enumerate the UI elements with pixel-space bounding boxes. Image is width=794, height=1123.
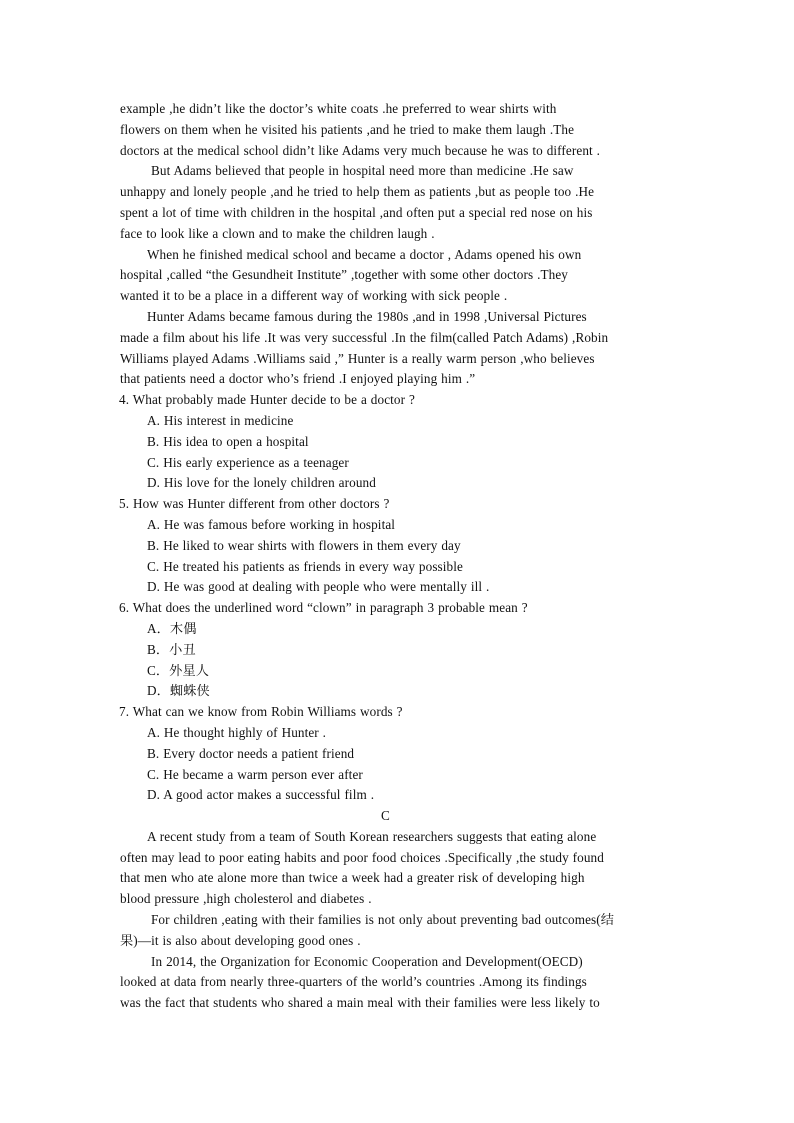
answer-option: D．蜘蛛侠 xyxy=(147,683,210,699)
answer-option: B. Every doctor needs a patient friend xyxy=(147,745,355,761)
passage-b-paragraph-3 xyxy=(120,245,665,307)
text-line: But Adams believed that people in hospital need more than medicine .He saw xyxy=(151,163,574,179)
passage-b-paragraph-4 xyxy=(120,307,665,390)
question-stem: 5. How was Hunter different from other doctors ? xyxy=(119,496,390,512)
answer-option: A. He was famous before working in hospital xyxy=(147,516,396,532)
question-stem: 4. What probably made Hunter decide to be a doctor ? xyxy=(119,392,415,408)
text-line: often may lead to poor eating habits and poor food choices .Specifically ,the study found xyxy=(120,849,604,865)
answer-option: C. He treated his patients as friends in every way possible xyxy=(147,558,463,574)
text-line: looked at data from nearly three-quarters of the world’s countries .Among its findings xyxy=(120,974,587,990)
text-line: that patients need a doctor who’s friend .I enjoyed playing him .” xyxy=(120,371,476,387)
text-line: face to look like a clown and to make the children laugh . xyxy=(120,225,435,241)
text-line: example ,he didn’t like the doctor’s white coats .he preferred to wear shirts with xyxy=(120,101,557,116)
question-stem: 7. What can we know from Robin Williams words ? xyxy=(119,704,403,720)
answer-option: C. His early experience as a teenager xyxy=(147,454,349,470)
question-6 xyxy=(120,598,665,702)
passage-c-paragraph-3 xyxy=(120,952,665,1014)
question-7 xyxy=(120,702,665,806)
text-line: blood pressure ,high cholesterol and diabetes . xyxy=(120,891,372,907)
text-line: 果)—it is also about developing good ones . xyxy=(120,932,361,948)
text-line: For children ,eating with their families is not only about preventing bad outcomes(结 xyxy=(151,912,615,928)
text-line: Williams played Adams .Williams said ,” Hunter is a really warm person ,who believes xyxy=(120,350,595,366)
text-line: spent a lot of time with children in the hospital ,and often put a special red nose on his xyxy=(120,204,593,220)
text-line: In 2014, the Organization for Economic Cooperation and Development(OECD) xyxy=(151,953,583,969)
answer-option: B．小丑 xyxy=(147,641,196,657)
text-line: unhappy and lonely people ,and he tried to help them as patients ,but as people too .He xyxy=(120,184,595,200)
passage-c-paragraph-2 xyxy=(120,910,665,952)
answer-option: D. A good actor makes a successful film . xyxy=(147,787,375,803)
text-line: hospital ,called “the Gesundheit Institute” ,together with some other doctors .They xyxy=(120,267,569,283)
passage-b-paragraph-2 xyxy=(120,161,665,244)
text-line: was the fact that students who shared a main meal with their families were less likely to xyxy=(120,995,600,1011)
answer-option: A. He thought highly of Hunter . xyxy=(147,724,327,740)
answer-option: B. He liked to wear shirts with flowers in them every day xyxy=(147,537,461,553)
answer-option: B. His idea to open a hospital xyxy=(147,433,309,449)
text-line: flowers on them when he visited his patients ,and he tried to make them laugh .The xyxy=(120,121,575,137)
text-line: A recent study from a team of South Korean researchers suggests that eating alone xyxy=(147,828,597,844)
text-line: Hunter Adams became famous during the 1980s ,and in 1998 ,Universal Pictures xyxy=(147,308,587,324)
answer-option: D. He was good at dealing with people who were mentally ill . xyxy=(147,579,490,595)
passage-b-paragraph-1 xyxy=(120,99,665,161)
text-line: that men who ate alone more than twice a week had a greater risk of developing high xyxy=(120,870,585,886)
text-line: When he finished medical school and became a doctor , Adams opened his own xyxy=(147,246,582,262)
question-4 xyxy=(120,390,665,494)
answer-option: D. His love for the lonely children around xyxy=(147,475,376,491)
passage-c-paragraph-1 xyxy=(120,827,665,910)
document-page xyxy=(120,99,665,1014)
question-stem: 6. What does the underlined word “clown” in paragraph 3 probable mean ? xyxy=(119,600,528,616)
text-line: wanted it to be a place in a different way of working with sick people . xyxy=(120,288,508,304)
text-line: doctors at the medical school didn’t like Adams very much because he was to different . xyxy=(120,142,601,158)
answer-option: C．外星人 xyxy=(147,662,210,678)
answer-option: A．木偶 xyxy=(147,620,197,636)
answer-option: C. He became a warm person ever after xyxy=(147,766,363,782)
answer-option: A. His interest in medicine xyxy=(147,412,294,428)
section-heading: C xyxy=(381,808,390,824)
question-5 xyxy=(120,494,665,598)
text-line: made a film about his life .It was very successful .In the film(called Patch Adams) ,Robin xyxy=(120,329,609,345)
